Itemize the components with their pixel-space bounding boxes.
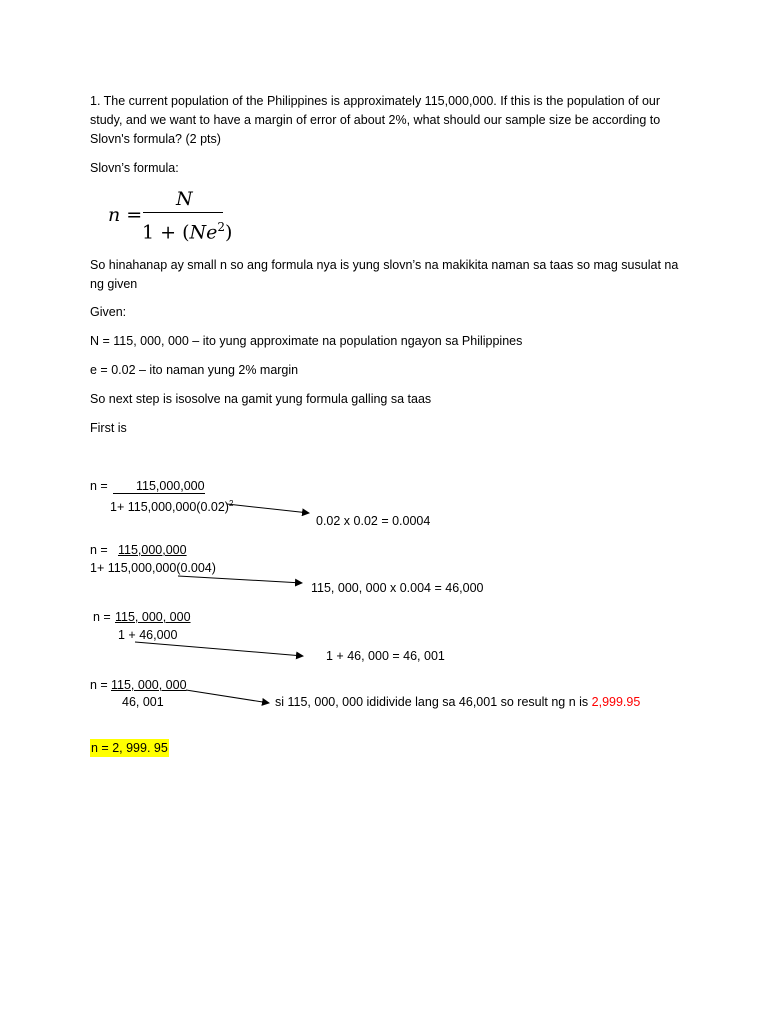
step-4-note: si 115, 000, 000 ididivide lang sa 46,001 so result ng n is 2,999.95 (275, 695, 641, 709)
step-2-arrow (178, 576, 302, 583)
next-step-text: So next step is isosolve na gamit yung formula galling sa taas (90, 392, 432, 406)
formula-label: Slovn’s formula: (90, 161, 179, 175)
question-text: 1. The current population of the Philippines is approximately 115,000,000. If this is the population of our study, and we want to have a margin of error of about 2%, what should our sample size be according to Slovn's formula? (2 pts) (90, 94, 661, 146)
step-2-denominator: 1+ 115,000,000(0.004) (90, 561, 216, 575)
given-label: Given: (90, 305, 127, 319)
formula-denominator: $1 + (Ne^2)$ (142, 220, 233, 244)
step-3-arrow (135, 642, 303, 656)
step-3-denominator: 1 + 46,000 (118, 628, 178, 642)
final-answer: n = 2, 999. 95 (91, 741, 168, 755)
step-3-numerator: 115, 000, 000 (115, 610, 191, 624)
step-2-lhs: n = (90, 543, 108, 557)
step-1-denominator: $1+ 115,000,000(0.02)^2$ (110, 499, 234, 515)
intro-text: So hinahanap ay small n so ang formula nya is yung slovn’s na makikita naman sa taas so mag susulat na ng given (90, 258, 679, 291)
step-4-denominator: 46, 001 (122, 695, 164, 709)
given-e: e = 0.02 – ito naman yung 2% margin (90, 363, 299, 377)
step-4-result: 2,999.95 (591, 695, 641, 709)
step-4-lhs: n = (90, 678, 108, 692)
step-1-note: 0.02 x 0.02 = 0.0004 (316, 514, 431, 528)
step-4-arrow (186, 690, 269, 703)
step-4-numerator: 115, 000, 000 (111, 678, 187, 692)
step-2-note: 115, 000, 000 x 0.004 = 46,000 (311, 581, 484, 595)
step-1-lhs: n = (90, 479, 108, 493)
step-1-arrow (227, 504, 309, 513)
step-1-numerator: 115,000,000 (136, 479, 205, 493)
formula-lhs: n = (108, 204, 143, 226)
step-2-numerator: 115,000,000 (118, 543, 187, 557)
first-is-text: First is (90, 421, 127, 435)
given-N: N = 115, 000, 000 – ito yung approximate na population ngayon sa Philippines (90, 334, 523, 348)
step-3-lhs: n = (93, 610, 111, 624)
formula-numerator: N (176, 188, 193, 210)
step-3-note: 1 + 46, 000 = 46, 001 (326, 649, 445, 663)
